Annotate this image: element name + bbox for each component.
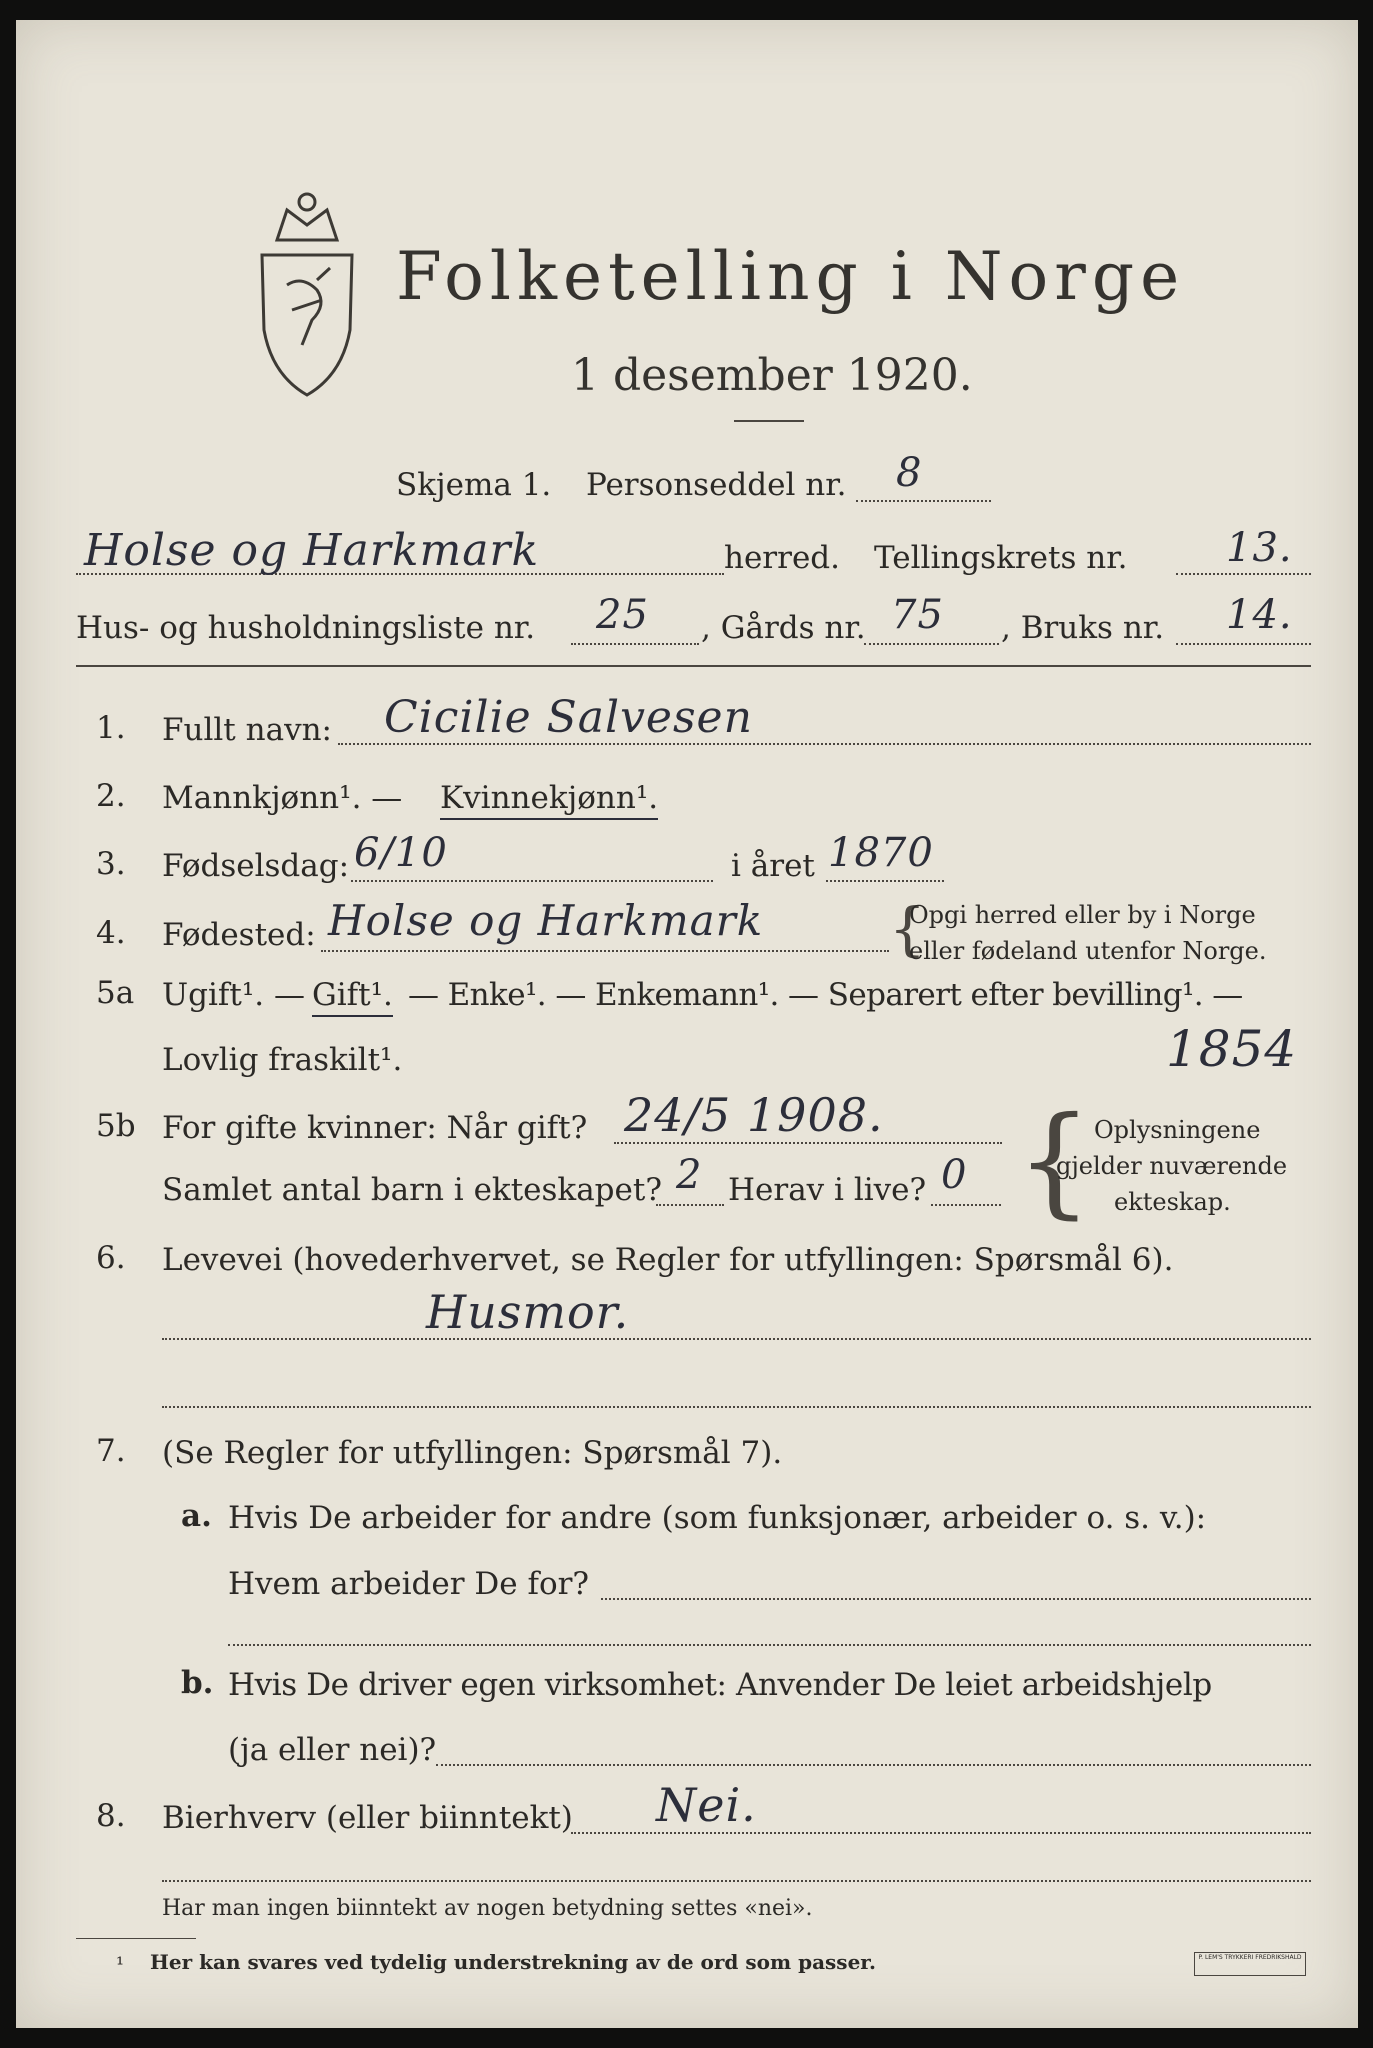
q3-number: 3. (96, 846, 126, 882)
q8-number: 8. (96, 1798, 126, 1834)
header-divider (76, 665, 1311, 667)
tellingskrets-label: Tellingskrets nr. (874, 540, 1128, 576)
q5a-ugift: Ugift¹. — (162, 977, 305, 1013)
q8-field-line2 (162, 1880, 1311, 1882)
q8-field (571, 1832, 1311, 1834)
tellingskrets-value: 13. (1226, 525, 1293, 571)
census-date: 1 desember 1920. (571, 350, 973, 401)
q4-brace: { (889, 895, 926, 963)
q2-male: Mannkjønn¹. — (162, 780, 403, 816)
gards-label: , Gårds nr. (701, 610, 866, 646)
q7a-line2: Hvem arbeider De for? (228, 1566, 590, 1602)
q5b-barn-value: 2 (676, 1152, 703, 1198)
q5a-number: 5a (96, 975, 135, 1011)
hus-label: Hus- og husholdningsliste nr. (76, 610, 536, 646)
hus-field (571, 643, 699, 645)
bruks-field (1176, 643, 1311, 645)
q6-value: Husmor. (426, 1285, 630, 1339)
q5b-live-value: 0 (941, 1152, 968, 1198)
q4-label: Fødested: (162, 917, 316, 953)
q7a-letter: a. (181, 1498, 212, 1534)
q3-label: Fødselsdag: (162, 848, 350, 884)
q1-field (338, 743, 1311, 745)
personseddel-label: Personseddel nr. (586, 467, 847, 503)
title-divider (734, 420, 804, 422)
q5b-barn-field (656, 1204, 724, 1206)
q5a-gift: Gift¹. (312, 975, 393, 1017)
footnote-mark: ¹ (116, 1952, 125, 1976)
q5b-number: 5b (96, 1108, 136, 1144)
q1-number: 1. (96, 710, 126, 746)
q3-year-value: 1870 (828, 830, 934, 876)
gards-field (864, 643, 999, 645)
form-title: Folketelling i Norge (396, 238, 1186, 315)
q7a-line1: Hvis De arbeider for andre (som funksjonær, arbeider o. s. v.): (228, 1500, 1207, 1536)
q8-value: Nei. (656, 1778, 757, 1832)
q6-number: 6. (96, 1240, 126, 1276)
q5b-barn-label: Samlet antal barn i ekteskapet? (162, 1172, 662, 1208)
q5a-margin-note: 1854 (1166, 1020, 1298, 1078)
q1-value: Cicilie Salvesen (384, 692, 753, 743)
q5b-brace: { (1016, 1092, 1093, 1231)
census-form (16, 20, 1358, 2028)
q2-number: 2. (96, 778, 126, 814)
hus-value: 25 (596, 592, 649, 638)
q3-field (351, 880, 713, 882)
footer-note: Har man ingen biinntekt av nogen betydning settes «nei». (162, 1896, 813, 1921)
q4-note-line1: Opgi herred eller by i Norge (909, 901, 1256, 929)
tellingskrets-field (1176, 573, 1311, 575)
q5b-live-label: Herav i live? (728, 1172, 927, 1208)
q7a-field-line2 (228, 1644, 1311, 1646)
q5a-fraskilt: Lovlig fraskilt¹. (162, 1042, 403, 1078)
q7-label: (Se Regler for utfyllingen: Spørsmål 7). (162, 1435, 783, 1471)
q4-note-line2: eller fødeland utenfor Norge. (909, 937, 1267, 965)
personseddel-field (856, 500, 991, 502)
q5b-live-field (931, 1204, 1001, 1206)
herred-value: Holse og Harkmark (84, 525, 540, 576)
q7b-line2: (ja eller nei)? (228, 1732, 437, 1768)
q4-field (321, 950, 889, 952)
q5a-rest: — Enke¹. — Enkemann¹. — Separert efter bevilling¹. — (408, 977, 1243, 1013)
q4-number: 4. (96, 915, 126, 951)
q7b-line1: Hvis De driver egen virksomhet: Anvender De leiet arbeidshjelp (228, 1667, 1212, 1703)
q7-number: 7. (96, 1433, 126, 1469)
q7b-letter: b. (181, 1665, 214, 1701)
bruks-value: 14. (1226, 592, 1293, 638)
q7b-field (436, 1764, 1311, 1766)
q5b-note-line2: gjelder nuværende (1056, 1152, 1288, 1180)
q3-value: 6/10 (354, 830, 448, 876)
q3-year-label: i året (731, 848, 815, 884)
q2-female: Kvinnekjønn¹. (440, 778, 658, 820)
q1-label: Fullt navn: (162, 712, 332, 748)
q6-label: Levevei (hovederhvervet, se Regler for utfyllingen: Spørsmål 6). (162, 1242, 1174, 1278)
skjema-label: Skjema 1. (396, 467, 552, 503)
gards-value: 75 (891, 592, 944, 638)
q3-year-field (826, 880, 944, 882)
q4-value: Holse og Harkmark (328, 896, 764, 945)
q5b-value: 24/5 1908. (624, 1088, 884, 1142)
q5b-field (614, 1142, 1002, 1144)
personseddel-value: 8 (896, 450, 923, 496)
footnote-text: Her kan svares ved tydelig understrekning av de ord som passer. (150, 1950, 876, 1974)
footnote-divider (76, 1938, 196, 1939)
q5b-note-line1: Oplysningene (1094, 1116, 1261, 1144)
q6-field-line1 (162, 1338, 1311, 1340)
norway-coat-of-arms-icon (232, 180, 382, 406)
bruks-label: , Bruks nr. (1001, 610, 1165, 646)
herred-label: herred. (724, 540, 840, 576)
q5b-note-line3: ekteskap. (1114, 1188, 1231, 1216)
printer-stamp: P. LEM'S TRYKKERI FREDRIKSHALD (1194, 1952, 1306, 1976)
q5b-label: For gifte kvinner: Når gift? (162, 1110, 588, 1146)
q8-label: Bierhverv (eller biinntekt) (162, 1800, 573, 1836)
q6-field-line2 (162, 1406, 1311, 1408)
q7a-field-line1 (601, 1598, 1311, 1600)
